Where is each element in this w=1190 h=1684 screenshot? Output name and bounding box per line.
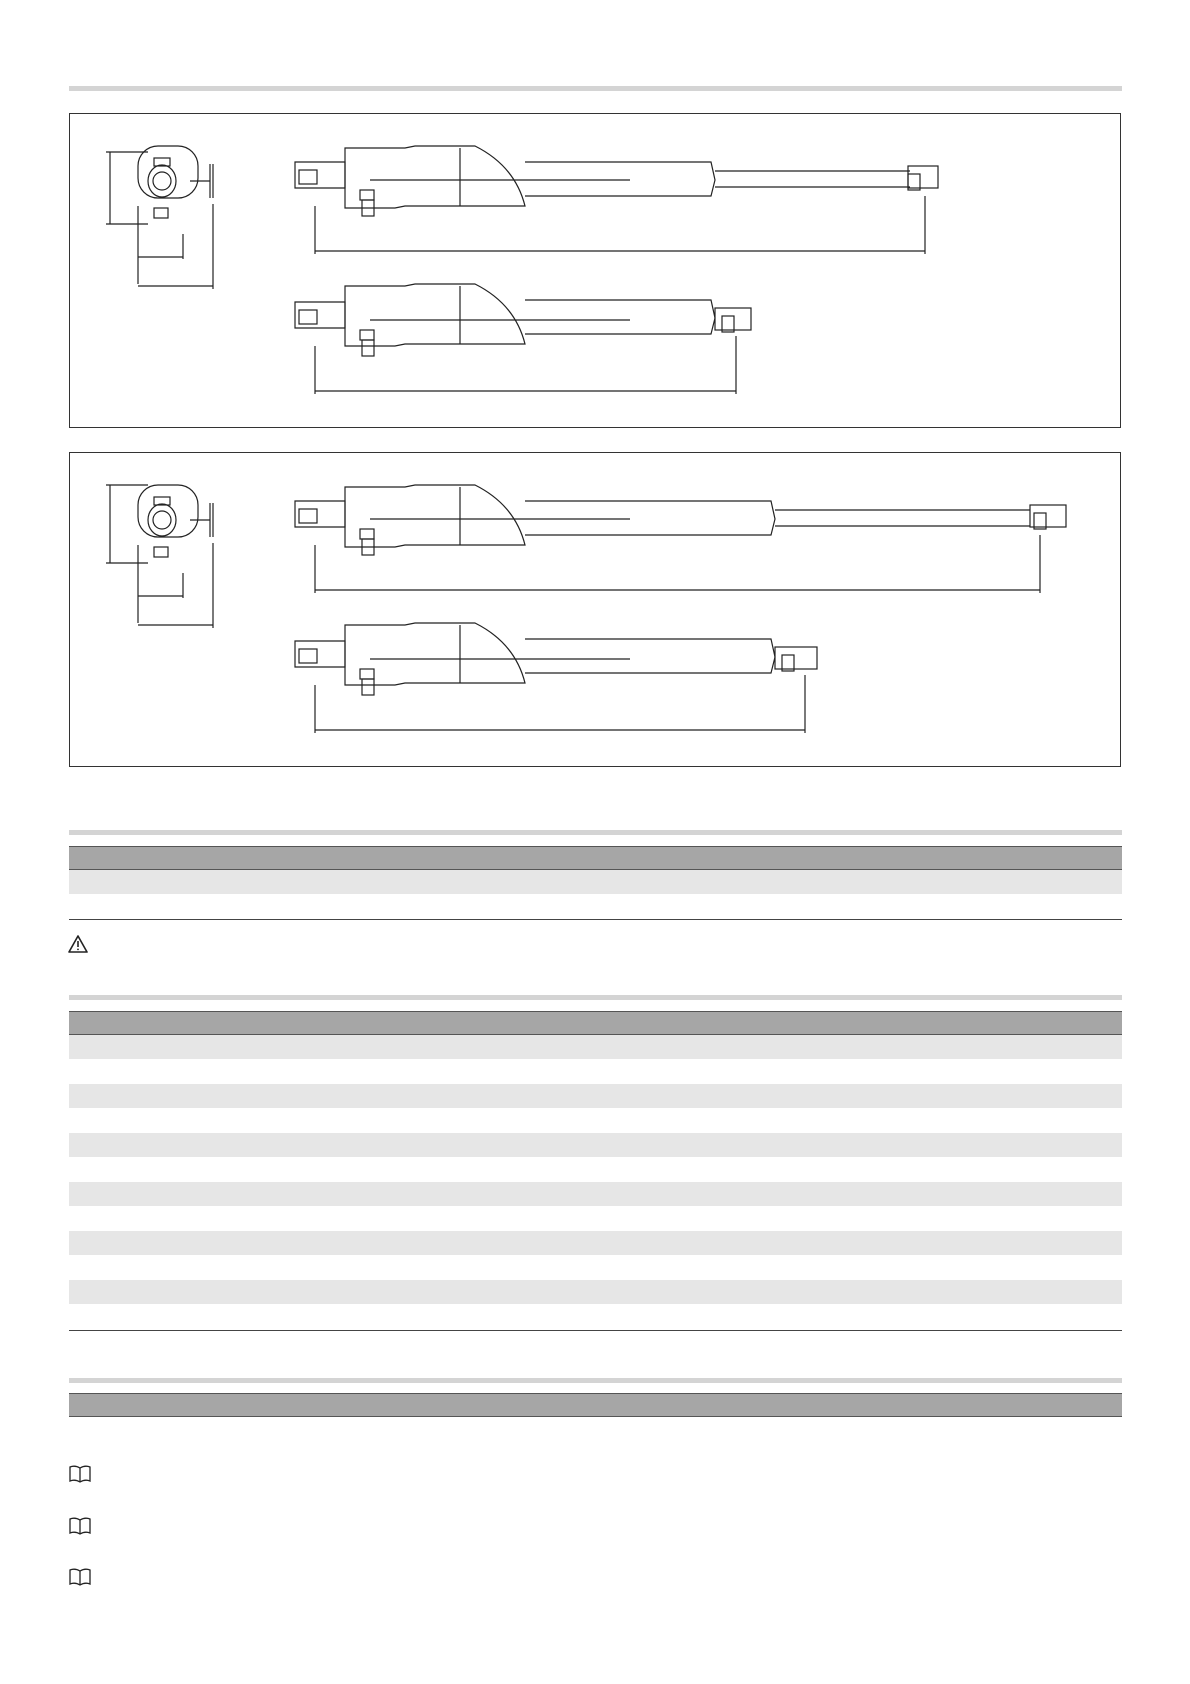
table-row <box>69 1133 1122 1157</box>
open-book-icon <box>68 1517 92 1535</box>
warning-triangle-icon <box>68 935 88 953</box>
section-rule-top <box>69 86 1122 91</box>
table-row <box>69 1059 1122 1083</box>
drawing-svg-1 <box>70 114 1120 427</box>
table-row <box>69 1108 1122 1132</box>
table-row <box>69 1035 1122 1059</box>
section-rule-table-1 <box>69 830 1122 835</box>
open-book-icon <box>68 1568 92 1586</box>
table-1-bottom-rule <box>69 919 1122 920</box>
section-rule-table-2 <box>69 995 1122 1000</box>
dimension-drawing-long-stroke <box>69 113 1121 428</box>
table-2-bottom-rule <box>69 1330 1122 1331</box>
table-3-header <box>69 1393 1122 1417</box>
table-row <box>69 1182 1122 1206</box>
dimension-drawing-extra-long-stroke <box>69 452 1121 767</box>
section-rule-table-3 <box>69 1378 1122 1383</box>
actuator-extended-1 <box>295 146 938 254</box>
actuator-retracted-1 <box>295 284 751 394</box>
table-row <box>69 1304 1122 1328</box>
side-view-1 <box>106 146 213 289</box>
side-view-2 <box>106 485 213 628</box>
actuator-extended-2 <box>295 485 1066 593</box>
table-row <box>69 1084 1122 1108</box>
table-row <box>69 1157 1122 1181</box>
table-row <box>69 870 1122 894</box>
table-row <box>69 1280 1122 1304</box>
drawing-svg-2 <box>70 453 1120 766</box>
table-2-header <box>69 1011 1122 1035</box>
open-book-icon <box>68 1465 92 1483</box>
table-row <box>69 1231 1122 1255</box>
actuator-retracted-2 <box>295 623 817 733</box>
table-row <box>69 894 1122 918</box>
table-1-header <box>69 846 1122 870</box>
table-row <box>69 1255 1122 1279</box>
table-row <box>69 1206 1122 1230</box>
